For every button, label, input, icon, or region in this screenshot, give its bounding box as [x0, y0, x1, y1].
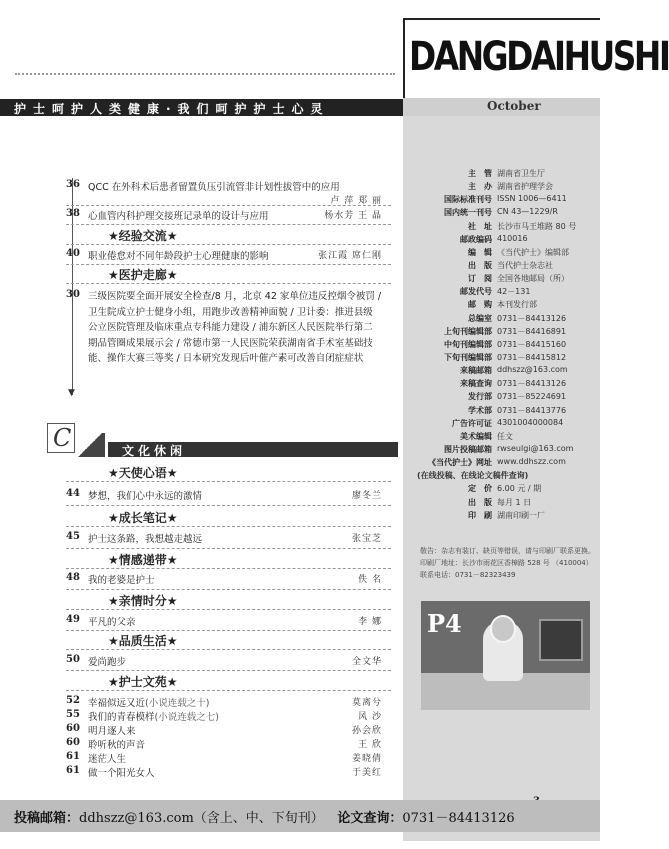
- toc-entry[interactable]: [60, 654, 390, 668]
- culture-letter: C: [53, 424, 72, 452]
- toc-entry[interactable]: [60, 751, 390, 765]
- section-heading: ★天使心语★: [108, 466, 178, 480]
- toc-authors: 风 沙: [358, 712, 382, 722]
- masthead-row: [407, 510, 600, 523]
- toc-separator: [66, 264, 391, 265]
- masthead-value: 湖南省卫生厅: [497, 169, 545, 178]
- footer-query-phone: 0731－84413126: [402, 811, 515, 826]
- toc-separator: [66, 526, 391, 527]
- masthead-value: rwseulgi@163.com: [497, 443, 574, 453]
- toc-separator: [66, 283, 391, 284]
- masthead-value: (在线投稿、在线论文稿件查询): [417, 471, 529, 481]
- masthead-row: [407, 299, 600, 312]
- toc-page: 50: [66, 654, 80, 665]
- toc-entry[interactable]: [60, 531, 390, 545]
- month-bar: [403, 98, 600, 116]
- toc-entry[interactable]: [60, 248, 390, 262]
- masthead-row: [407, 444, 600, 457]
- masthead-label: 美术编辑: [460, 431, 492, 441]
- masthead-value: 0731－84415160: [497, 339, 567, 349]
- masthead-row: [407, 470, 600, 483]
- footer-text: [14, 807, 515, 826]
- toc-title: 平凡的父亲: [88, 617, 136, 628]
- arrow-down-icon: ▼: [68, 388, 75, 398]
- toc-authors: 孙会欣: [351, 726, 382, 736]
- masthead-value: 每月 1 日: [497, 497, 532, 507]
- masthead-row: [407, 273, 600, 286]
- toc-title: 护士这条路，我想越走越远: [88, 534, 203, 545]
- toc-entry[interactable]: [60, 737, 390, 751]
- masthead-label: 出 版: [468, 497, 492, 507]
- toc-separator: [66, 224, 391, 225]
- masthead-label: 上旬刊编辑部: [444, 326, 492, 336]
- masthead-row: [407, 247, 600, 260]
- section-heading: ★品质生活★: [108, 634, 178, 648]
- toc-authors: 杨水芳 王 晶: [324, 211, 382, 221]
- toc-title: 迷茫人生: [88, 754, 127, 765]
- nurse-photo: [421, 601, 590, 710]
- toc-title: 爱尚跑步: [88, 657, 127, 668]
- toc-page: 30: [66, 289, 80, 300]
- masthead-value: 当代护士杂志社: [497, 260, 553, 270]
- masthead-row: [407, 221, 600, 234]
- toc-entry[interactable]: [60, 572, 390, 586]
- section-heading: ★情感递带★: [108, 553, 178, 567]
- masthead-row: [407, 194, 600, 207]
- masthead-row: [407, 497, 600, 510]
- masthead-label: 学术部: [468, 405, 492, 415]
- masthead-value: CN 43—1229/R: [497, 207, 558, 217]
- slogan-bar: [0, 99, 403, 116]
- masthead-label: 《当代护士》网址: [428, 458, 492, 468]
- toc-entry[interactable]: [60, 765, 390, 779]
- masthead-label: 印 刷: [468, 510, 492, 520]
- toc-page: 45: [66, 531, 80, 542]
- masthead-row: [407, 405, 600, 418]
- footer-query-label: 论文查询：: [337, 811, 403, 826]
- masthead-label: 主 管: [468, 169, 492, 178]
- masthead-row: [407, 168, 600, 181]
- section-heading: ★护士文苑★: [108, 675, 178, 689]
- masthead-value: 0731－84413776: [497, 405, 567, 415]
- masthead-row: [407, 391, 600, 404]
- toc-page: 61: [66, 765, 80, 776]
- toc-separator: [66, 505, 391, 506]
- toc-entry[interactable]: [60, 695, 390, 709]
- masthead-value: 410016: [497, 233, 528, 243]
- toc-entry[interactable]: [60, 179, 390, 193]
- toc-page: 44: [66, 488, 80, 499]
- toc-authors: 佚 名: [358, 575, 382, 585]
- toc-separator: [66, 670, 391, 671]
- masthead-label: 发行部: [468, 392, 492, 402]
- toc-page: 48: [66, 572, 80, 583]
- toc-separator: [66, 609, 391, 610]
- photo-nurse-head: [490, 615, 516, 643]
- masthead-label: 编 辑: [468, 247, 492, 257]
- masthead-label: 出 版: [468, 260, 492, 270]
- masthead-row: [407, 326, 600, 339]
- toc-title: 幸福似远又近(小说连载之十): [88, 698, 210, 709]
- toc-separator: [66, 481, 391, 482]
- section-heading: ★经验交流★: [108, 229, 178, 243]
- masthead-label: 邮政编码: [460, 234, 492, 244]
- toc-title: 职业倦怠对不同年龄段护士心理健康的影响: [88, 251, 269, 262]
- masthead-row: [407, 378, 600, 391]
- masthead-value: ISSN 1006—6411: [497, 194, 567, 204]
- toc-authors: 姜晓倩: [351, 754, 382, 764]
- toc-authors: 莫离兮: [351, 698, 382, 708]
- toc-title: 心血管内科护理交接班记录单的设计与应用: [88, 211, 269, 222]
- toc-page: 52: [66, 695, 80, 706]
- slogan-text: 护士呵护人类健康·我们呵护护士心灵: [14, 102, 330, 116]
- masthead-value: 0731－84413126: [497, 379, 567, 389]
- masthead-value: 0731－84416891: [497, 326, 567, 336]
- toc-page: 60: [66, 723, 80, 734]
- news-paragraph: 三级医院要全面开展安全检查/8 月，北京 42 家单位违反控烟令被罚 / 卫生院成立护士健身小组，用跑步改善精神面貌 / 卫计委：推进县级公立医院管理及临床重点专科能力建设 / 浦东新区人民医院举行第二期品管圈成果展示会 / 常德市第一人民医院荣获湖南省手术室基础技能、操作大赛三等奖 / 日本研究发现后叶催产素可改善自闭症症状: [88, 291, 382, 364]
- masthead-label: 社 址: [468, 221, 492, 231]
- toc-entry[interactable]: [60, 709, 390, 723]
- masthead-value: 湖南印刷一厂: [497, 510, 545, 520]
- toc-separator: [66, 548, 391, 549]
- masthead-row: [407, 286, 600, 299]
- issue-month: October: [487, 99, 541, 113]
- section-heading: ★亲情时分★: [108, 594, 178, 608]
- toc-title: 明月逐人来: [88, 726, 136, 737]
- masthead-row: [407, 339, 600, 352]
- masthead-label: 来稿邮箱: [460, 366, 492, 376]
- footer-email-label: 投稿邮箱：: [14, 811, 80, 826]
- masthead-label: 邮 购: [468, 300, 492, 310]
- masthead-row: [407, 431, 600, 444]
- section-heading: ★医护走廊★: [108, 268, 178, 282]
- masthead-label: 订 阅: [468, 274, 492, 284]
- toc-title: 我的老婆是护士: [88, 575, 155, 586]
- footer-bar: [0, 800, 600, 832]
- toc-title: 我们的青春模样(小说连载之七): [88, 712, 219, 723]
- toc-separator: [66, 630, 391, 631]
- toc-separator: [66, 568, 391, 569]
- toc-title: 聆听秋的声音: [88, 740, 146, 751]
- masthead-row: [407, 483, 600, 496]
- masthead-value: 本刊发行部: [497, 300, 537, 310]
- printing-notice: 敬告：杂志有装订、缺页等错误，请与印刷厂联系更换。 印刷厂地址：长沙市雨花区香樟路 528 号 （410004） 联系电话：0731－82323439: [420, 547, 595, 579]
- toc-page: 49: [66, 614, 80, 625]
- toc-authors: 张宝芝: [351, 534, 382, 544]
- toc-page: 40: [66, 248, 80, 259]
- culture-banner: [108, 442, 398, 457]
- toc-entry[interactable]: [60, 723, 390, 737]
- masthead-row: [407, 207, 600, 220]
- toc-authors: 张江霞 席仁刚: [318, 251, 382, 261]
- masthead-row: [407, 181, 600, 194]
- toc-separator: [66, 649, 391, 650]
- culture-title: 文化休闲: [122, 444, 187, 458]
- toc-authors: 廖冬兰: [351, 491, 382, 501]
- masthead-label: 中旬刊编辑部: [444, 339, 492, 349]
- logo-text: DANGDAIHUSHI: [409, 34, 669, 80]
- toc-separator: [66, 244, 391, 245]
- photo-monitor: [539, 619, 583, 661]
- masthead-label: 下旬刊编辑部: [444, 352, 492, 362]
- masthead-value: 4301004000084: [497, 417, 564, 427]
- toc-title: 梦想，我们心中永远的激情: [88, 491, 203, 502]
- toc-page: 38: [66, 208, 80, 219]
- masthead-row: [407, 313, 600, 326]
- toc-title: 做一个阳光女人: [88, 768, 155, 779]
- photo-page-label: P4: [427, 609, 462, 638]
- dotted-divider: [15, 73, 395, 75]
- section-heading: ★成长笔记★: [108, 511, 178, 525]
- toc-page: 60: [66, 737, 80, 748]
- toc-page: 55: [66, 709, 80, 720]
- masthead-label: 总编室: [468, 313, 492, 323]
- toc-authors: 于美红: [351, 768, 382, 778]
- masthead-list: [407, 168, 600, 523]
- culture-letter-box: [47, 423, 75, 453]
- masthead-label: 国际标准刊号: [444, 195, 492, 205]
- toc-authors: 卢 萍 郑 丽: [330, 196, 382, 206]
- footer-email[interactable]: ddhszz@163.com（含上、中、下旬刊）: [79, 811, 324, 826]
- masthead-value: 0731－84415812: [497, 352, 567, 362]
- masthead-label: 图片投稿邮箱: [444, 444, 492, 454]
- masthead-row: [407, 352, 600, 365]
- masthead-label: 国内统一刊号: [444, 208, 492, 218]
- masthead-value: 任文: [497, 431, 513, 441]
- toc-authors: 王 欣: [358, 740, 382, 750]
- masthead-value: www.ddhszz.com: [497, 457, 566, 467]
- toc-separator: [66, 690, 391, 691]
- toc-separator: [66, 205, 391, 206]
- masthead-value: ddhszz@163.com: [497, 365, 568, 375]
- masthead-row: [407, 234, 600, 247]
- masthead-row: [407, 260, 600, 273]
- masthead-label: 来稿查询: [460, 379, 492, 389]
- masthead-value: 0731－84413126: [497, 313, 567, 323]
- masthead-label: 邮发代号: [460, 287, 492, 297]
- masthead-value: 全国各地邮局（所）: [497, 274, 569, 284]
- masthead-label: 广告许可证: [452, 418, 492, 428]
- toc-authors: 李 娜: [358, 617, 382, 627]
- toc-authors: 全文华: [351, 657, 382, 667]
- masthead-label: 定 价: [468, 484, 492, 494]
- banner-corner: [75, 433, 105, 457]
- toc-title: QCC 在外科术后患者留置负压引流管非计划性拔管中的应用: [88, 182, 340, 193]
- toc-entry[interactable]: [60, 208, 390, 222]
- masthead-row: [407, 418, 600, 431]
- toc-page: 61: [66, 751, 80, 762]
- masthead-value: 42－131: [497, 287, 531, 297]
- toc-page: 36: [66, 179, 80, 190]
- masthead-label: 主 办: [468, 182, 492, 192]
- masthead-row: [407, 457, 600, 470]
- toc-entry[interactable]: [60, 614, 390, 628]
- toc-entry[interactable]: [60, 488, 390, 502]
- masthead-value: 长沙市马王堆路 80 号: [497, 221, 577, 231]
- masthead-value: 《当代护士》编辑部: [497, 247, 569, 257]
- toc-separator: [66, 589, 391, 590]
- masthead-row: [407, 365, 600, 378]
- masthead-value: 6.00 元 / 期: [497, 484, 542, 494]
- masthead-value: 0731－85224691: [497, 392, 567, 402]
- masthead-value: 湖南省护理学会: [497, 182, 553, 192]
